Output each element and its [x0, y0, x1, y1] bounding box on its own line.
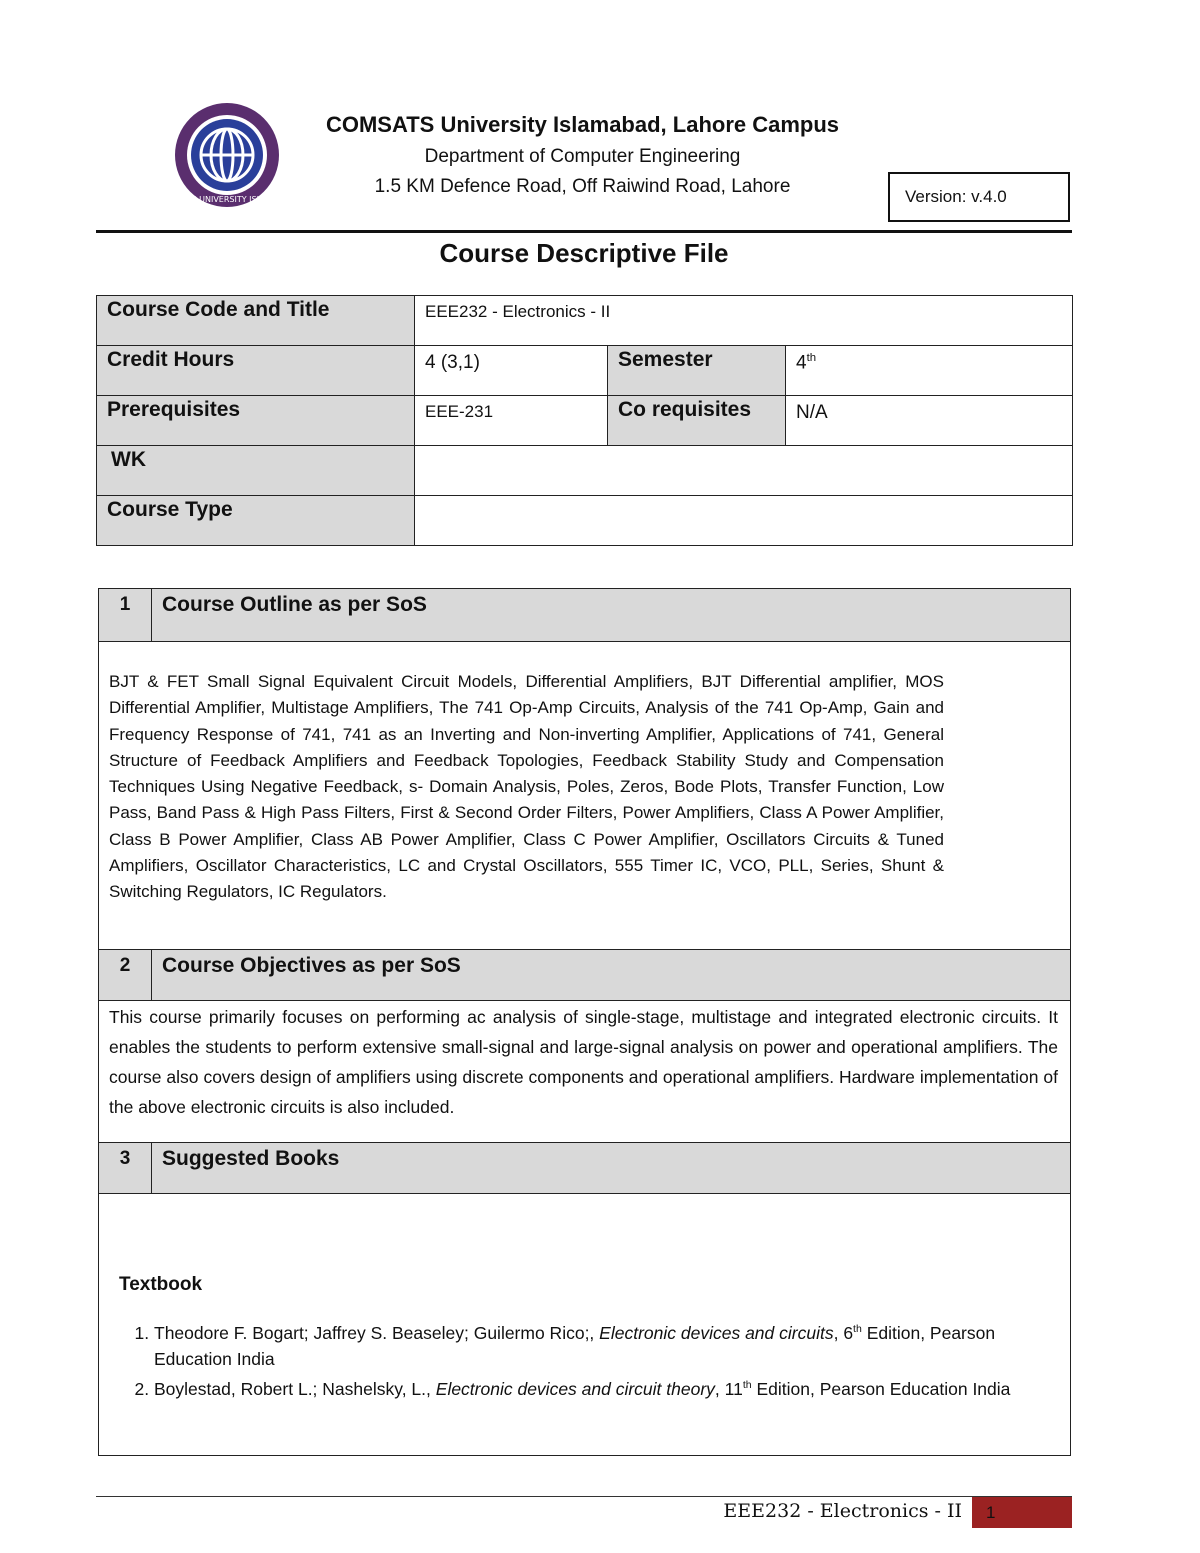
- page-number: 1: [972, 1497, 1072, 1528]
- prerequisites-label: Prerequisites: [97, 396, 415, 446]
- course-type-value: [415, 496, 1073, 546]
- campus-address: 1.5 KM Defence Road, Off Raiwind Road, Lahore: [374, 176, 791, 197]
- suggested-books-content: [99, 1194, 1071, 1456]
- course-code-label: Course Code and Title: [97, 296, 415, 346]
- section-number: 3: [99, 1143, 152, 1194]
- books-body-row: [99, 1194, 1071, 1456]
- course-info-table: [96, 295, 1073, 546]
- objectives-body-row: [99, 1001, 1071, 1143]
- course-outline-text: BJT & FET Small Signal Equivalent Circuit Models, Differential Amplifiers, BJT Differential amplifier, MOS Differential Amplifier, Multistage Amplifiers, The 741 Op-Amp Circuits, Analysis of the 741 Op-Amp, Gain and Frequency Response of 741, 741 as an Inverting and Non-inverting Amplifier, Applications of 741, General Structure of Feedback Amplifiers and Feedback Topologies, Feedback Stability Study and Compensation Techniques Using Negative Feedback, s- Domain Analysis, Poles, Zeros, Bode Plots, Transfer Function, Low Pass, Band Pass & High Pass Filters, First & Second Order Filters, Power Amplifiers, Class A Power Amplifier, Class B Power Amplifier, Class AB Power Amplifier, Class C Power Amplifier, Oscillators Circuits & Tuned Amplifiers, Oscillator Characteristics, LC and Crystal Oscillators, 555 Timer IC, VCO, PLL, Series, Shunt & Switching Regulators, IC Regulators.: [99, 642, 1071, 950]
- prerequisites-row: [97, 396, 1073, 446]
- logo-text: COMSATS UNIVERSITY ISLAMABAD: [157, 195, 297, 204]
- footer-divider: [96, 1496, 1072, 1497]
- course-code-row: [97, 296, 1073, 346]
- version-box: Version: v.4.0: [888, 172, 1070, 222]
- book-item: 2. Boylestad, Robert L.; Nashelsky, L., Electronic devices and circuit theory, 11th Edition, Pearson Education India: [154, 1372, 1050, 1402]
- book-title: Electronic devices and circuit theory: [435, 1378, 715, 1399]
- objectives-header-row: [99, 950, 1071, 1001]
- university-logo: [157, 100, 297, 210]
- book-edition-number: 11: [724, 1378, 743, 1399]
- book-title: Electronic devices and circuits: [599, 1322, 834, 1343]
- credit-hours-label: Credit Hours: [97, 346, 415, 396]
- footer-course-title: EEE232 - Electronics - II: [723, 1500, 962, 1522]
- course-type-label: Course Type: [97, 496, 415, 546]
- course-sections-table: [98, 588, 1071, 1456]
- book-item: 1. Theodore F. Bogart; Jaffrey S. Beaseley; Guilermo Rico;, Electronic devices and circuits, 6th Edition, Pearson Education India: [154, 1316, 1050, 1372]
- semester-value: [786, 346, 1073, 396]
- wk-label: WK: [97, 446, 415, 496]
- book-edition-suffix: th: [742, 1378, 752, 1391]
- semester-number: 4: [796, 352, 807, 374]
- semester-label: Semester: [608, 346, 786, 396]
- book-edition-publisher: Edition, Pearson Education India: [154, 1322, 996, 1369]
- wk-value: [415, 446, 1073, 496]
- textbook-list: [119, 1316, 1050, 1402]
- textbook-heading: Textbook: [119, 1274, 203, 1295]
- university-name: COMSATS University Islamabad, Lahore Campus: [325, 112, 840, 137]
- credit-hours-row: [97, 346, 1073, 396]
- course-objectives-text: This course primarily focuses on performing ac analysis of single-stage, multistage and integrated electronic circuits. It enables the students to perform extensive small-signal and large-signal analysis on power and operational amplifiers. The course also covers design of amplifiers using discrete components and operational amplifiers. Hardware implementation of the above electronic circuits is also included.: [99, 1001, 1071, 1143]
- corequisites-label: Co requisites: [608, 396, 786, 446]
- header-divider: [96, 230, 1072, 233]
- department-name: Department of Computer Engineering: [424, 146, 741, 167]
- book-edition-number: 6: [843, 1322, 854, 1343]
- outline-header-row: [99, 589, 1071, 642]
- section-title-objectives: Course Objectives as per SoS: [152, 950, 1071, 1001]
- outline-body-row: [99, 642, 1071, 950]
- book-edition-suffix: th: [853, 1323, 862, 1335]
- course-type-row: [97, 496, 1073, 546]
- section-number: 1: [99, 589, 152, 642]
- section-number: 2: [99, 950, 152, 1001]
- book-authors: Boylestad, Robert L.; Nashelsky, L.,: [154, 1378, 431, 1399]
- prerequisites-value: EEE-231: [415, 396, 608, 446]
- credit-hours-value: 4 (3,1): [415, 346, 608, 396]
- course-code-value: EEE232 - Electronics - II: [415, 296, 1073, 346]
- book-edition-publisher: Edition, Pearson Education India: [756, 1378, 1011, 1399]
- section-title-books: Suggested Books: [152, 1143, 1071, 1194]
- semester-suffix: th: [806, 352, 817, 364]
- section-title-outline: Course Outline as per SoS: [152, 589, 1071, 642]
- document-title: Course Descriptive File: [439, 238, 729, 268]
- wk-row: [97, 446, 1073, 496]
- corequisites-value: N/A: [786, 396, 1073, 446]
- books-header-row: [99, 1143, 1071, 1194]
- book-authors: Theodore F. Bogart; Jaffrey S. Beaseley; Guilermo Rico;,: [154, 1322, 595, 1343]
